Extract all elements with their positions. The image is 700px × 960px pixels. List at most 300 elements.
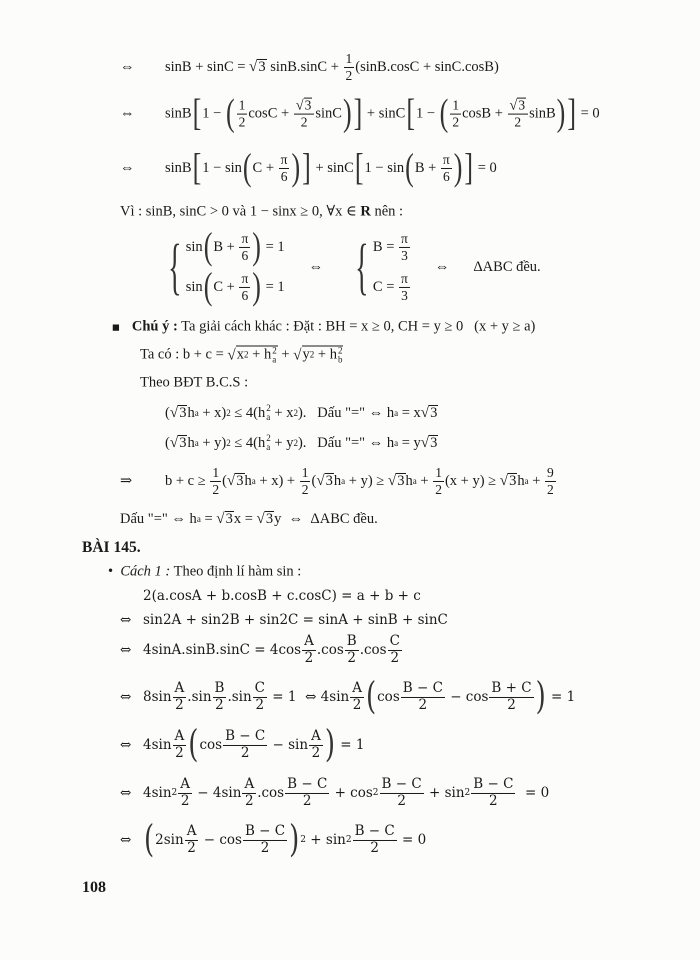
math-text: 2 — [352, 696, 362, 713]
math-text: 3 — [401, 247, 408, 263]
math-text: 3 — [509, 473, 517, 490]
equation-line — [120, 675, 576, 719]
implies-arrow: ⇒ — [120, 472, 133, 489]
math-text: 1 − sin — [364, 159, 405, 176]
subscript: a — [272, 354, 277, 365]
numerator — [173, 729, 187, 746]
math-text: 2 — [180, 792, 190, 809]
radicand — [517, 98, 526, 114]
math-text: A — [186, 822, 197, 839]
math-text: 3 — [179, 405, 187, 422]
radicand — [236, 346, 278, 365]
numerator — [239, 271, 250, 288]
math-text: 1 — [435, 464, 442, 480]
subscript: a — [524, 476, 529, 486]
fraction — [388, 634, 402, 666]
math-text: = 0 — [577, 105, 600, 122]
numerator — [399, 231, 410, 248]
equation-line — [120, 51, 499, 83]
radical-sign: √ — [387, 472, 397, 489]
denominator — [399, 288, 410, 304]
numerator — [213, 681, 227, 698]
equation-line — [120, 723, 365, 767]
equation-line — [120, 510, 378, 528]
radicand — [265, 511, 274, 528]
math-text: = 1 — [546, 689, 576, 705]
equation-system — [160, 225, 285, 308]
equation-line — [120, 465, 557, 497]
math-text: 1 − sin — [202, 159, 242, 176]
denominator — [279, 169, 290, 185]
delimiter: ) — [535, 675, 546, 719]
math-text: ( — [165, 404, 170, 421]
bold-text: R — [360, 203, 371, 220]
math-text: = x — [398, 404, 421, 421]
denominator — [344, 68, 355, 84]
denominator — [450, 115, 461, 131]
math-text: 2 — [255, 696, 265, 713]
system-rows — [373, 231, 411, 303]
subscript: a — [266, 442, 271, 452]
square-root — [170, 434, 188, 452]
math-text: 3 — [265, 511, 274, 528]
delimiter: [ — [192, 146, 202, 189]
math-text: (sinB.cosC + sinC.cosB) — [355, 58, 499, 75]
math-text: 6 — [442, 168, 450, 184]
numerator — [545, 465, 556, 482]
math-text: .cos — [316, 642, 344, 658]
denominator — [173, 746, 186, 762]
radical-sign: √ — [169, 434, 179, 451]
math-text: A — [244, 775, 255, 792]
delimiter: ] — [302, 146, 311, 189]
denominator — [254, 698, 267, 714]
math-text: π — [241, 271, 249, 286]
math-text: − cos — [199, 832, 242, 848]
math-text: 2 — [547, 481, 554, 497]
numerator — [309, 729, 323, 746]
delimiter: ) — [342, 92, 352, 135]
math-text: + y) — [198, 434, 227, 451]
math-text: 2 — [302, 792, 312, 809]
math-text: = 1 — [261, 238, 285, 255]
denominator — [487, 794, 500, 810]
math-text: 2 — [175, 744, 184, 761]
math-text: sinB.sinC + — [266, 58, 343, 75]
system-rows — [185, 225, 285, 308]
math-text: sinB — [165, 159, 192, 176]
math-text: .sin — [187, 689, 212, 705]
denominator — [345, 651, 358, 667]
radical-sign: √ — [226, 472, 236, 489]
brace: { — [355, 233, 369, 301]
equation-line — [120, 612, 448, 628]
math-text: cos — [199, 737, 223, 753]
equivalence-arrow: ⇔ — [120, 58, 135, 75]
math-text: + sinC — [311, 159, 354, 176]
math-text: B − C — [225, 727, 266, 744]
math-text: 2 — [304, 649, 314, 666]
math-text: = 0 — [516, 785, 550, 801]
numerator — [210, 465, 221, 482]
math-text: Theo BĐT B.C.S : — [140, 374, 249, 391]
math-text: C = — [372, 278, 399, 295]
math-text: + h — [314, 346, 337, 363]
numerator — [294, 98, 315, 115]
fraction — [279, 152, 290, 184]
math-text: 3 — [430, 405, 438, 422]
radical-sign: √ — [509, 97, 518, 114]
math-text: A — [352, 679, 362, 696]
denominator — [310, 746, 323, 762]
math-text: ≤ 4(h — [230, 404, 266, 421]
delimiter: ) — [291, 146, 301, 189]
superscript: 2 — [300, 835, 306, 845]
numerator — [223, 729, 267, 746]
sub-superscript — [272, 347, 277, 365]
fraction — [185, 824, 199, 856]
math-text: • — [108, 563, 121, 580]
math-text: = 1 — [261, 278, 285, 295]
square-root — [316, 472, 334, 490]
math-text: y ⇔ ΔABC đều. — [274, 510, 378, 527]
delimiter: ] — [567, 92, 576, 135]
radical-sign: √ — [249, 58, 258, 75]
delimiter: ) — [556, 92, 566, 135]
radicand — [235, 473, 244, 490]
superscript: 2 — [244, 349, 249, 360]
math-text: B − C — [381, 775, 422, 792]
denominator — [237, 115, 248, 131]
math-text: 2 — [301, 481, 309, 497]
denominator — [239, 746, 252, 762]
fraction — [285, 777, 329, 809]
square-root — [296, 98, 313, 114]
delimiter: ] — [353, 92, 363, 135]
square-root — [293, 346, 343, 365]
text-line — [120, 204, 403, 221]
math-text: cosB + — [462, 105, 507, 122]
delimiter: ( — [188, 723, 199, 767]
math-text: cos — [377, 689, 400, 705]
denominator — [173, 698, 186, 714]
radical-sign: √ — [499, 472, 509, 489]
delimiter: ) — [252, 265, 261, 308]
numerator — [401, 681, 445, 698]
math-text: 1 — [212, 464, 220, 480]
numerator — [353, 824, 397, 841]
fraction — [243, 824, 287, 856]
math-text: B — [346, 632, 357, 649]
math-text: − cos — [445, 689, 489, 705]
radical-sign: √ — [216, 510, 225, 527]
math-text: ΔABC đều. — [473, 258, 541, 275]
math-text: B − C — [473, 775, 514, 792]
subscript: b — [337, 354, 343, 365]
equation-line — [165, 404, 438, 422]
math-text: 1 — [345, 50, 353, 66]
math-text: + h — [248, 346, 272, 363]
square-root — [170, 404, 188, 422]
math-text: C + — [252, 159, 278, 176]
math-text: B − C — [354, 822, 395, 839]
math-text: sin — [185, 238, 203, 255]
math-text: A — [304, 632, 314, 649]
denominator — [368, 841, 381, 857]
math-text: 1 — [452, 97, 460, 113]
equivalence-arrow: ⇔ — [120, 785, 132, 801]
numerator — [239, 231, 250, 248]
denominator — [399, 247, 410, 263]
math-text: 1 — [238, 97, 246, 113]
math-text: Ta có : b + c = — [140, 346, 228, 363]
math-text: 2 — [452, 114, 460, 130]
superscript: 2 — [293, 438, 298, 448]
math-text: = 0 — [474, 159, 497, 176]
subscript: a — [412, 476, 417, 486]
math-text: .cos — [257, 785, 285, 801]
math-text: 2 — [175, 696, 184, 713]
math-text: 6 — [241, 247, 249, 263]
math-text: π — [280, 151, 288, 167]
fraction — [471, 777, 515, 809]
equation-line — [143, 588, 421, 604]
math-text: y — [302, 346, 310, 363]
denominator — [243, 794, 256, 810]
denominator — [388, 651, 401, 667]
delimiter: ) — [453, 146, 463, 189]
fraction — [399, 271, 410, 303]
fraction — [450, 98, 461, 130]
numerator — [508, 98, 529, 115]
radicand — [429, 405, 438, 422]
italic-text: Cách 1 : — [120, 563, 171, 580]
math-text: (x + y) ≥ — [444, 472, 500, 489]
math-text: 3 — [225, 511, 233, 528]
numerator — [441, 152, 452, 169]
math-text: + sinC — [363, 105, 406, 122]
denominator — [512, 115, 523, 131]
page-number: 108 — [82, 879, 106, 896]
equation-system — [347, 231, 411, 303]
math-text: π — [442, 151, 450, 167]
math-text: + sin — [306, 832, 346, 848]
sub-superscript — [338, 347, 343, 365]
system-row — [373, 271, 411, 303]
math-text: A — [311, 727, 321, 744]
math-text: 9 — [547, 464, 554, 480]
math-text: 3 — [401, 287, 408, 303]
square-root — [216, 510, 234, 528]
fraction — [345, 634, 359, 666]
equation-line — [120, 634, 403, 666]
superscript: 2 — [266, 403, 271, 413]
math-text: + — [528, 472, 545, 489]
equation-system — [160, 225, 541, 308]
denominator — [185, 841, 198, 857]
numerator — [345, 634, 359, 651]
superscript: 2 — [464, 788, 471, 798]
math-text: sinB — [529, 105, 556, 122]
radicand — [304, 98, 313, 114]
system-row — [373, 231, 411, 263]
math-text: 2 — [435, 481, 442, 497]
fraction — [237, 98, 248, 130]
math-text: h — [187, 434, 195, 451]
subscript: a — [394, 438, 399, 448]
math-text: 8sin — [143, 689, 172, 705]
math-text: = 0 — [397, 832, 427, 848]
math-text: + x) — [198, 404, 227, 421]
fraction — [350, 681, 364, 713]
math-text: ). Dấu "=" ⇔ h — [297, 434, 395, 451]
math-text: h — [333, 472, 342, 489]
numerator — [237, 98, 248, 115]
math-text: ( — [222, 472, 227, 489]
numerator — [471, 777, 515, 794]
delimiter: ( — [203, 265, 213, 308]
math-text: B — [214, 679, 225, 696]
system-row — [185, 225, 285, 268]
math-text: 2 — [187, 839, 196, 856]
math-text: = y — [398, 434, 421, 451]
square-root — [500, 472, 518, 490]
denominator — [417, 698, 430, 714]
subscript: a — [394, 408, 399, 418]
math-text: nên : — [370, 203, 404, 220]
math-text: + y — [270, 434, 294, 451]
math-text: 4sinA.sinB.sinC = 4cos — [143, 642, 302, 658]
bold-text: BÀI 145. — [82, 539, 141, 556]
square-root — [510, 98, 527, 114]
math-text: + y) ≥ — [345, 472, 388, 489]
math-text: 1 − — [415, 105, 439, 122]
math-text: 6 — [241, 287, 249, 303]
radical-sign: √ — [293, 346, 302, 364]
equivalence-arrow: ⇔ — [308, 258, 324, 275]
math-text: − 4sin — [193, 785, 242, 801]
fraction — [344, 51, 355, 83]
delimiter: ) — [289, 818, 300, 862]
fraction — [239, 231, 250, 263]
numerator — [178, 777, 192, 794]
denominator — [259, 841, 272, 857]
denominator — [240, 288, 251, 304]
math-text: B − C — [244, 822, 286, 839]
math-text: 2 — [514, 114, 522, 130]
delimiter: [ — [354, 146, 364, 189]
equivalence-arrow: ⇔ — [120, 689, 132, 705]
delimiter: ( — [439, 92, 449, 135]
math-text: ( — [311, 472, 317, 489]
math-text: B + C — [491, 679, 532, 696]
delimiter: ( — [242, 146, 252, 189]
fraction — [178, 777, 192, 809]
radical-sign: √ — [295, 97, 304, 114]
math-text: Theo định lí hàm sin : — [170, 563, 302, 580]
brace: { — [168, 233, 182, 301]
radicand — [225, 511, 234, 528]
math-text: 2 — [390, 649, 400, 666]
bold-text: Chú ý : — [131, 318, 178, 335]
math-text: .sin — [227, 689, 252, 705]
delimiter: ( — [365, 675, 377, 719]
math-text: Dấu "=" ⇔ h — [120, 510, 197, 527]
equation-line — [165, 434, 438, 452]
math-text: 2(a.cosA + b.cosB + c.cosC) = a + b + c — [143, 588, 421, 604]
numerator — [388, 634, 402, 651]
radicand — [325, 473, 334, 490]
numerator — [243, 824, 287, 841]
square-root — [421, 404, 439, 422]
delimiter: [ — [406, 92, 415, 135]
superscript: 2 — [372, 788, 379, 798]
math-text: b + c ≥ — [165, 472, 210, 489]
math-text: π — [401, 230, 408, 246]
text-line — [108, 564, 301, 581]
fraction — [380, 777, 424, 809]
math-text: 2 — [345, 67, 353, 83]
math-text: 2 — [238, 114, 246, 130]
numerator — [450, 98, 461, 115]
delimiter: ) — [324, 723, 335, 767]
equation-line — [120, 777, 549, 809]
superscript: 2 — [171, 788, 178, 798]
superscript: 2 — [226, 408, 231, 418]
math-text: 2 — [347, 649, 357, 666]
equivalence-arrow: ⇔ — [120, 642, 132, 658]
radical-sign: √ — [256, 510, 265, 527]
math-text: sinB + sinC = — [165, 58, 250, 75]
math-text: 3 — [325, 473, 333, 490]
fraction — [489, 681, 533, 713]
square-bullet-icon: ■ — [112, 319, 120, 334]
math-text: h — [244, 472, 252, 489]
equivalence-arrow: ⇔ — [120, 737, 132, 753]
math-text: + sin — [424, 785, 465, 801]
fraction — [309, 729, 323, 761]
section-heading — [82, 539, 141, 557]
math-text: π — [241, 230, 249, 246]
math-text: + cos — [330, 785, 373, 801]
denominator — [210, 482, 221, 498]
equation-line — [120, 818, 427, 862]
numerator — [279, 152, 290, 169]
fraction — [353, 824, 397, 856]
math-text: 3 — [518, 98, 526, 114]
equivalence-arrow: ⇔ — [120, 105, 135, 122]
square-root — [388, 472, 406, 490]
math-text: sinB — [165, 105, 192, 122]
math-text: 3 — [397, 473, 405, 490]
denominator — [303, 651, 316, 667]
square-root — [421, 434, 439, 452]
numerator — [253, 681, 267, 698]
numerator — [242, 777, 256, 794]
math-text: h — [405, 472, 413, 489]
radicand — [178, 435, 187, 452]
fraction — [302, 634, 316, 666]
square-root — [227, 346, 277, 365]
math-text: Ta giải cách khác : Đặt : BH = x ≥ 0, CH = y ≥ 0 (x + y ≥ a) — [177, 318, 536, 335]
radicand — [302, 346, 344, 365]
denominator — [301, 794, 314, 810]
delimiter: ( — [203, 225, 213, 268]
math-text: C — [389, 632, 400, 649]
math-text: A — [180, 775, 191, 792]
math-text: x — [236, 346, 245, 363]
numerator — [344, 51, 355, 68]
